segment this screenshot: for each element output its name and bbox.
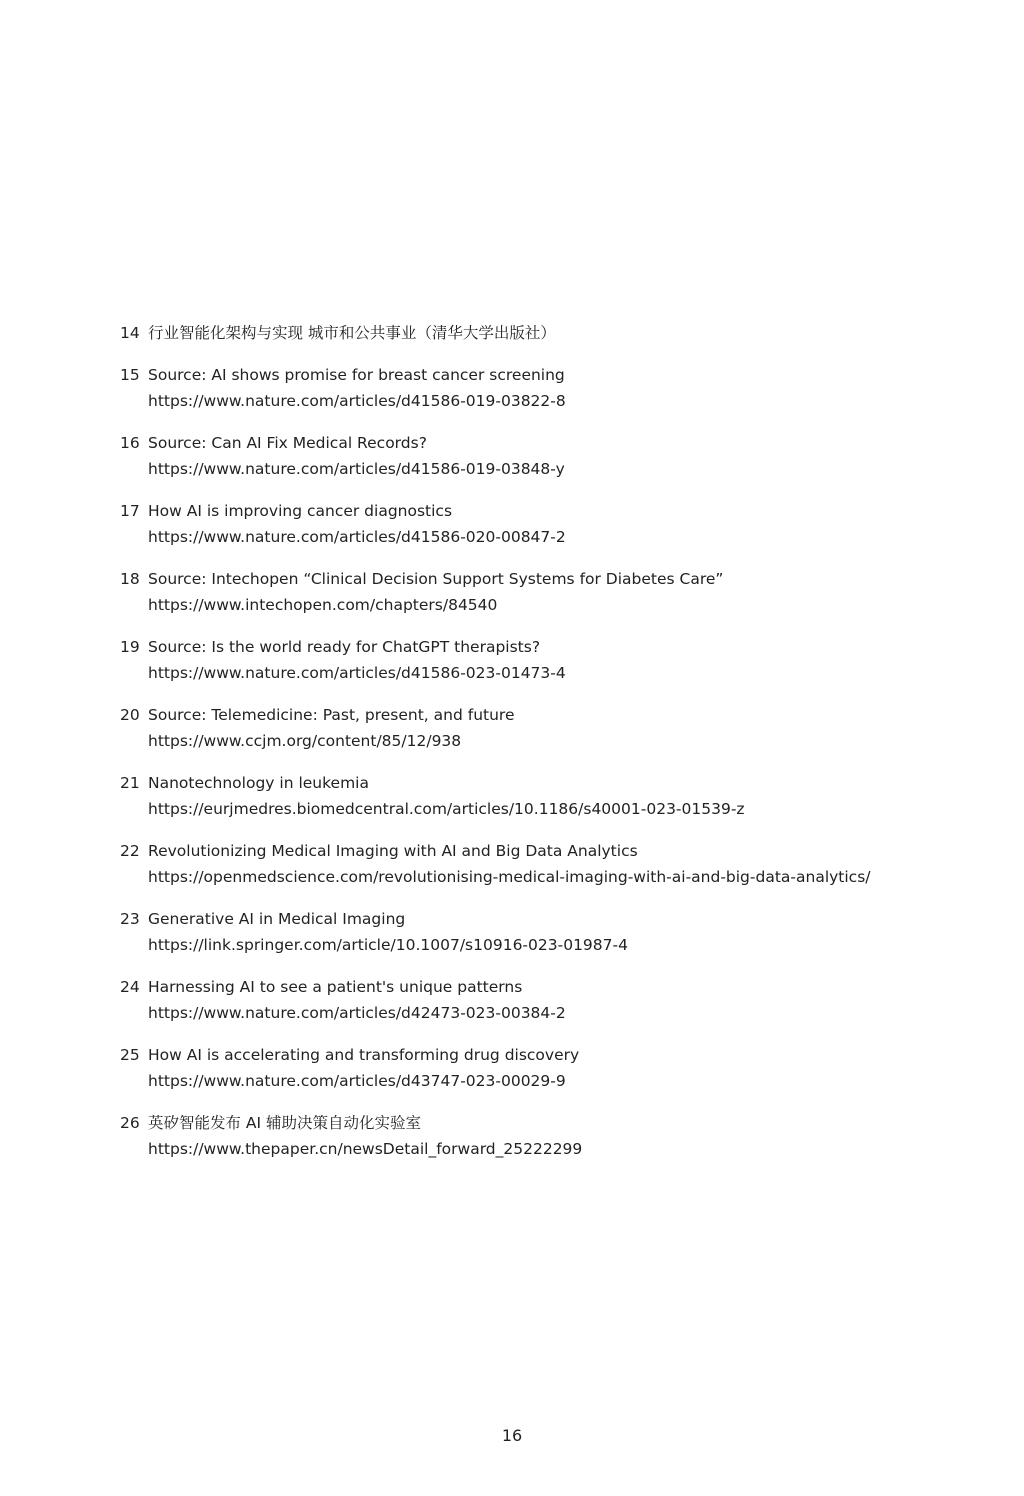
reference-url-link[interactable]: https://www.thepaper.cn/newsDetail_forward_25222299 [148, 1140, 583, 1158]
reference-title-line [120, 906, 980, 932]
reference-title-line [120, 430, 980, 456]
reference-title-line [120, 634, 980, 660]
reference-title-line [120, 320, 980, 346]
reference-title: Source: AI shows promise for breast cancer screening [148, 366, 565, 384]
reference-title-line [120, 498, 980, 524]
reference-number: 15 [120, 366, 140, 384]
reference-title: 行业智能化架构与实现 城市和公共事业（清华大学出版社） [148, 324, 556, 342]
reference-url-link[interactable]: https://www.intechopen.com/chapters/84540 [148, 596, 498, 614]
reference-title-line [120, 770, 980, 796]
reference-number: 14 [120, 324, 140, 342]
reference-number: 24 [120, 978, 140, 996]
reference-url-link[interactable]: https://www.nature.com/articles/d41586-023-01473-4 [148, 664, 566, 682]
reference-title-line [120, 566, 980, 592]
reference-title: Nanotechnology in leukemia [148, 774, 369, 792]
reference-number: 21 [120, 774, 140, 792]
reference-title: Generative AI in Medical Imaging [148, 910, 406, 928]
reference-19 [120, 634, 980, 686]
reference-url-link[interactable]: https://www.nature.com/articles/d42473-023-00384-2 [148, 1004, 566, 1022]
reference-15 [120, 362, 980, 414]
reference-title: How AI is improving cancer diagnostics [148, 502, 453, 520]
reference-title: How AI is accelerating and transforming drug discovery [148, 1046, 580, 1064]
reference-title: Source: Is the world ready for ChatGPT therapists? [148, 638, 541, 656]
reference-24 [120, 974, 980, 1026]
reference-number: 26 [120, 1114, 140, 1132]
reference-title: 英矽智能发布 AI 辅助决策自动化实验室 [148, 1114, 422, 1132]
reference-title-line [120, 974, 980, 1000]
reference-number: 19 [120, 638, 140, 656]
reference-26 [120, 1110, 980, 1162]
reference-number: 22 [120, 842, 140, 860]
reference-number: 18 [120, 570, 140, 588]
page-number: 16 [501, 1426, 523, 1445]
reference-number: 20 [120, 706, 140, 724]
reference-number: 25 [120, 1046, 140, 1064]
reference-title-line [120, 362, 980, 388]
reference-url-link[interactable]: https://www.ccjm.org/content/85/12/938 [148, 732, 462, 750]
reference-url-link[interactable]: https://eurjmedres.biomedcentral.com/articles/10.1186/s40001-023-01539-z [148, 800, 745, 818]
reference-title-line [120, 1110, 980, 1136]
reference-url-link[interactable]: https://www.nature.com/articles/d43747-023-00029-9 [148, 1072, 566, 1090]
reference-url-link[interactable]: https://link.springer.com/article/10.1007/s10916-023-01987-4 [148, 936, 628, 954]
reference-25 [120, 1042, 980, 1094]
reference-number: 17 [120, 502, 140, 520]
reference-23 [120, 906, 980, 958]
reference-14 [120, 320, 980, 346]
reference-22 [120, 838, 980, 890]
reference-list [120, 320, 980, 1178]
reference-title-line [120, 702, 980, 728]
reference-title-line [120, 838, 980, 864]
reference-16 [120, 430, 980, 482]
reference-title: Harnessing AI to see a patient's unique patterns [148, 978, 523, 996]
reference-18 [120, 566, 980, 618]
reference-number: 16 [120, 434, 140, 452]
reference-20 [120, 702, 980, 754]
reference-title: Source: Can AI Fix Medical Records? [148, 434, 427, 452]
reference-title: Source: Telemedicine: Past, present, and future [148, 706, 515, 724]
reference-21 [120, 770, 980, 822]
reference-title: Revolutionizing Medical Imaging with AI and Big Data Analytics [148, 842, 638, 860]
reference-url-link[interactable]: https://www.nature.com/articles/d41586-020-00847-2 [148, 528, 566, 546]
reference-title-line [120, 1042, 980, 1068]
reference-url-link[interactable]: https://www.nature.com/articles/d41586-019-03848-y [148, 460, 565, 478]
reference-number: 23 [120, 910, 140, 928]
reference-url-link[interactable]: https://openmedscience.com/revolutionising-medical-imaging-with-ai-and-big-data-analytics/ [148, 868, 871, 886]
reference-17 [120, 498, 980, 550]
reference-title: Source: Intechopen “Clinical Decision Support Systems for Diabetes Care” [148, 570, 724, 588]
reference-url-link[interactable]: https://www.nature.com/articles/d41586-019-03822-8 [148, 392, 566, 410]
